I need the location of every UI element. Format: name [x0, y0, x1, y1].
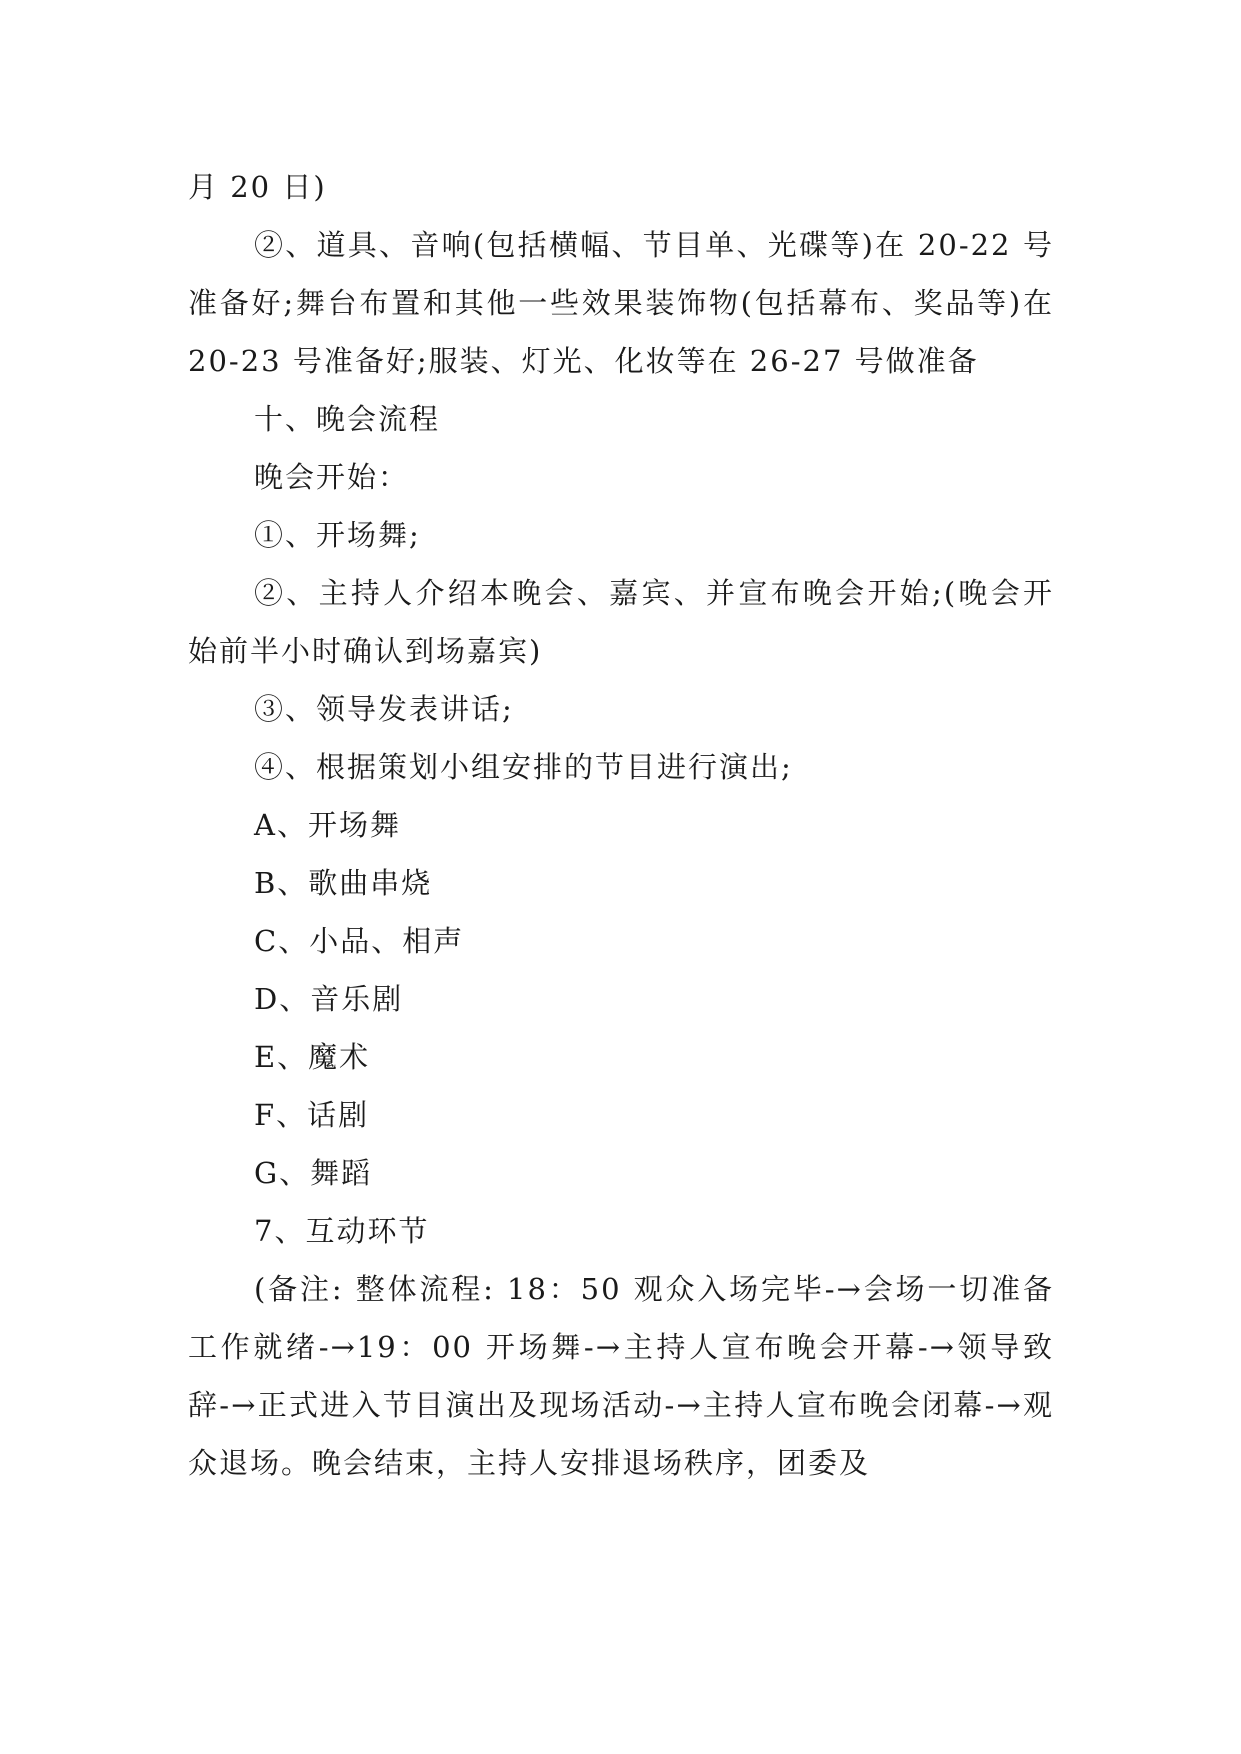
program-item-g: G、舞蹈	[254, 1156, 373, 1190]
list-item-leader-speech: ③、领导发表讲话;	[254, 692, 514, 726]
paragraph-date-continuation: 月 20 日)	[188, 170, 327, 204]
program-item-f: F、话剧	[254, 1098, 370, 1132]
document-body	[188, 158, 1054, 1492]
list-item-performances: ④、根据策划小组安排的节目进行演出;	[254, 750, 793, 784]
paragraph-evening-start: 晚会开始：	[254, 460, 410, 494]
program-item-b: B、歌曲串烧	[254, 866, 433, 900]
list-item-host-introduction: ②、主持人介绍本晚会、嘉宾、并宣布晚会开始;(晚会开始前半小时确认到场嘉宾)	[188, 576, 1054, 668]
paragraph-props-preparation: ②、道具、音响(包括横幅、节目单、光碟等)在 20-22 号准备好;舞台布置和其他一些效果装饰物(包括幕布、奖品等)在 20-23 号准备好;服装、灯光、化妆等在 26-27 号做准备	[188, 228, 1054, 378]
program-item-d: D、音乐剧	[254, 982, 404, 1016]
list-item-interaction: 7、互动环节	[254, 1214, 430, 1248]
program-item-e: E、魔术	[254, 1040, 371, 1074]
program-item-a: A、开场舞	[254, 808, 401, 842]
section-heading-evening-flow: 十、晚会流程	[254, 402, 441, 436]
list-item-opening-dance: ①、开场舞;	[254, 518, 421, 552]
paragraph-overall-flow-note: (备注: 整体流程: 18：50 观众入场完毕-→会场一切准备工作就绪-→19：00 开场舞-→主持人宣布晚会开幕-→领导致辞-→正式进入节目演出及现场活动-→主持人宣布晚会闭幕-→观众退场。晚会结束，主持人安排退场秩序，团委及	[188, 1272, 1054, 1480]
program-item-c: C、小品、相声	[254, 924, 465, 958]
